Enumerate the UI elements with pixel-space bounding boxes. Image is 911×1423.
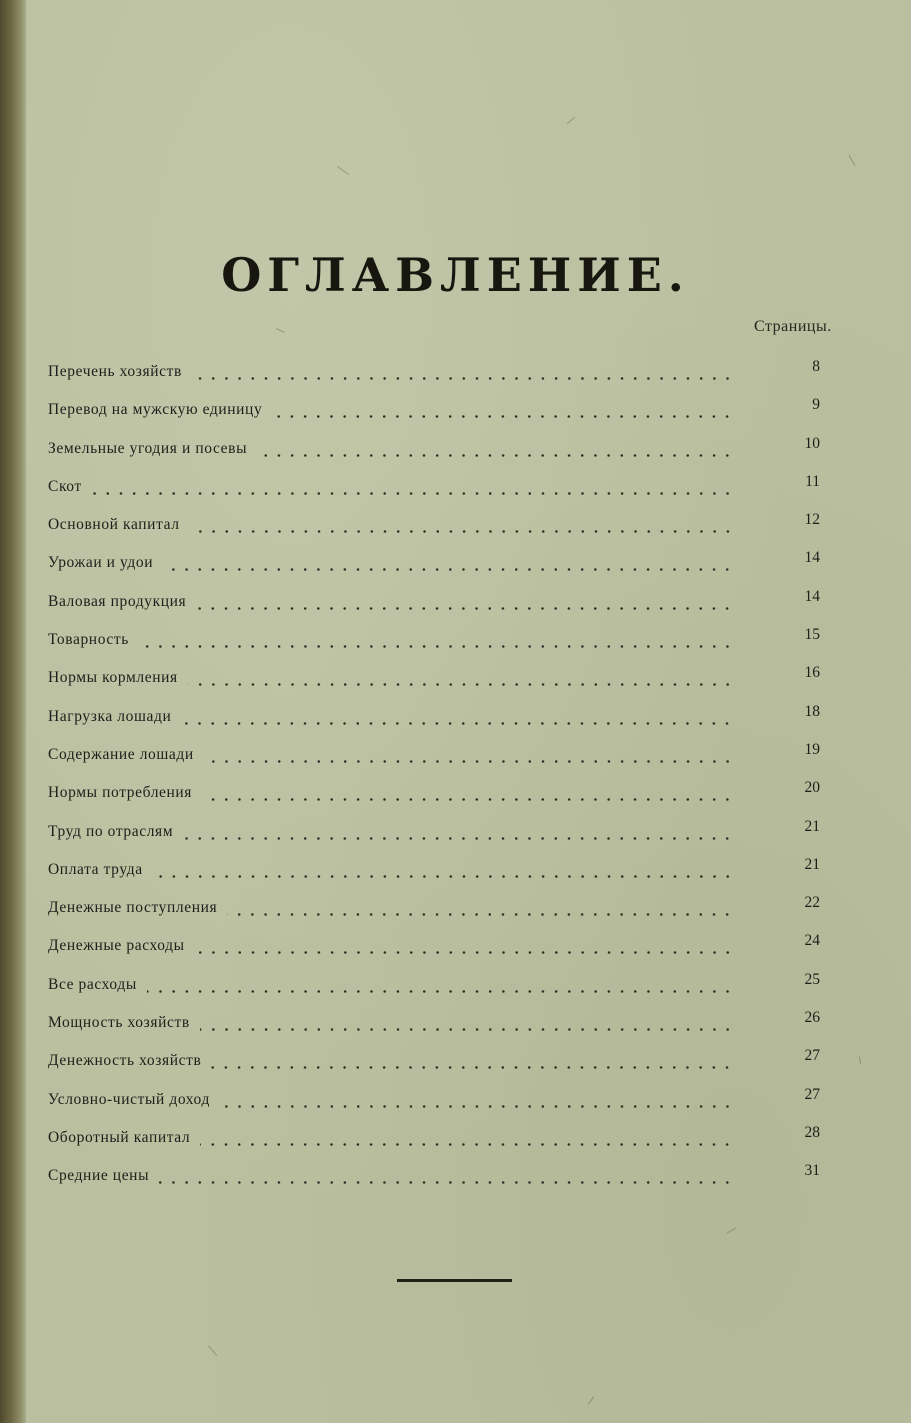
toc-entry (48, 1121, 848, 1159)
toc-entry-page: 24 (804, 932, 820, 950)
dot-leader (272, 415, 734, 418)
toc-entry-title: Скот (48, 477, 82, 495)
toc-entry (48, 661, 848, 699)
toc-entry-title: Перечень хозяйств (48, 363, 182, 380)
toc-entry-title: Оплата труда (48, 860, 143, 878)
pages-column-heading: Страницы. (754, 318, 832, 335)
toc-entry-page: 14 (804, 587, 820, 605)
toc-entry (48, 815, 848, 853)
toc-entry (48, 929, 848, 967)
toc-entry (48, 1006, 848, 1044)
toc-entry (48, 776, 848, 814)
dot-leader (204, 760, 734, 763)
page-title: ОГЛАВЛЕНИЕ. (221, 248, 690, 302)
toc-entry-page: 21 (804, 817, 820, 835)
dot-leader (181, 722, 734, 725)
toc-entry-title: Товарность (48, 631, 129, 649)
dot-leader (139, 645, 734, 648)
toc-entry (48, 432, 848, 470)
toc-entry-title: Денежность хозяйств (48, 1052, 202, 1070)
toc-entry-title: Урожаи и удои (48, 554, 154, 572)
dot-leader (163, 568, 734, 571)
dot-leader (220, 1105, 734, 1108)
toc-entry (48, 470, 848, 508)
toc-entry-page: 26 (804, 1009, 820, 1027)
toc-entry-page: 11 (805, 472, 820, 490)
dot-leader (190, 530, 734, 533)
dot-leader (211, 1066, 734, 1069)
toc-entry-page: 31 (804, 1162, 820, 1180)
book-spine-edge (0, 0, 26, 1423)
toc-entry (48, 1159, 848, 1197)
toc-entry-title: Нагрузка лошади (48, 707, 172, 725)
table-of-contents (48, 355, 848, 1198)
dot-leader (183, 837, 734, 840)
toc-entry (48, 853, 848, 891)
toc-entry-title: Содержание лошади (48, 745, 194, 763)
toc-entry-page: 9 (812, 396, 820, 414)
toc-entry-title: Оборотный капитал (48, 1128, 191, 1146)
dot-leader (200, 1143, 734, 1146)
toc-entry-title: Труд по отраслям (48, 822, 174, 840)
dot-leader (147, 990, 734, 993)
toc-entry-title: Мощность хозяйств (48, 1014, 190, 1032)
toc-entry-title: Средние цены (48, 1167, 150, 1185)
dot-leader (202, 798, 734, 801)
toc-entry-page: 25 (804, 970, 820, 988)
toc-entry-page: 28 (804, 1123, 820, 1141)
toc-entry (48, 623, 848, 661)
toc-entry-page: 16 (804, 664, 820, 682)
toc-entry-title: Денежные расходы (48, 937, 185, 955)
toc-entry-title: Земельные угодия и посевы (48, 439, 248, 457)
dot-leader (192, 377, 734, 380)
toc-entry-page: 27 (804, 1047, 820, 1065)
dot-leader (200, 1028, 734, 1031)
toc-entry-title: Все расходы (48, 975, 137, 993)
toc-entry-page: 27 (804, 1085, 820, 1103)
dot-leader (153, 875, 734, 878)
toc-entry (48, 1044, 848, 1082)
toc-entry-title: Денежные поступления (48, 899, 218, 917)
toc-entry (48, 738, 848, 776)
dot-leader (188, 683, 734, 686)
dot-leader (92, 492, 734, 495)
toc-entry (48, 891, 848, 929)
toc-entry-page: 21 (804, 855, 820, 873)
toc-entry-title: Нормы кормления (48, 669, 178, 687)
toc-entry-page: 12 (804, 511, 820, 529)
toc-entry (48, 585, 848, 623)
toc-entry-page: 20 (804, 779, 820, 797)
dot-leader (227, 913, 734, 916)
toc-entry (48, 508, 848, 546)
dot-leader (257, 454, 734, 457)
dot-leader (159, 1181, 734, 1184)
toc-entry (48, 1083, 848, 1121)
dot-leader (196, 607, 734, 610)
toc-entry (48, 546, 848, 584)
dot-leader (195, 951, 734, 954)
toc-entry-title: Валовая продукция (48, 592, 187, 610)
toc-entry-title: Условно-чистый доход (48, 1090, 210, 1108)
toc-entry-page: 8 (812, 358, 820, 375)
closing-rule (397, 1279, 512, 1282)
toc-entry-page: 18 (804, 702, 820, 720)
toc-entry-page: 19 (804, 740, 820, 758)
toc-entry-title: Основной капитал (48, 516, 180, 534)
toc-entry (48, 393, 848, 431)
toc-entry-page: 10 (804, 434, 820, 452)
toc-entry-title: Перевод на мужскую единицу (48, 401, 263, 419)
toc-entry-title: Нормы потребления (48, 784, 193, 802)
toc-entry (48, 968, 848, 1006)
toc-entry-page: 22 (804, 894, 820, 912)
toc-entry (48, 355, 848, 393)
toc-entry-page: 15 (804, 626, 820, 644)
toc-entry (48, 700, 848, 738)
toc-entry-page: 14 (804, 549, 820, 567)
